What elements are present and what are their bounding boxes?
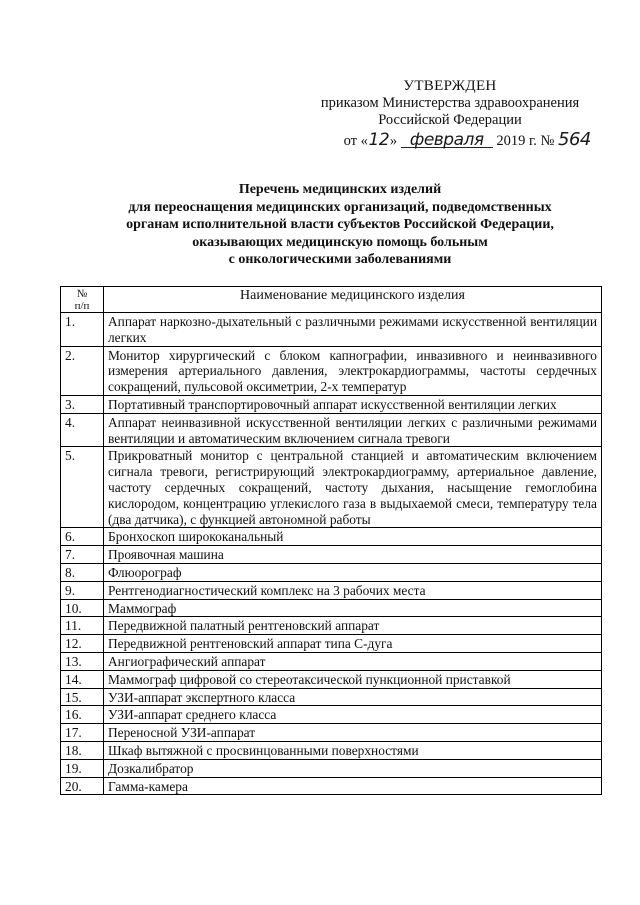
table-row [61,777,602,795]
approved-heading: УТВЕРЖДЕН [403,78,497,94]
row-number: 14. [61,670,104,688]
header-device-name: Наименование медицинского изделия [104,287,602,313]
row-number: 12. [61,635,104,653]
row-number: 3. [61,395,104,413]
table-row [61,581,602,599]
title-line-1: Перечень медицинских изделий [238,182,442,197]
approval-order-line: приказом Министерства здравоохранения [320,95,580,111]
row-number: 6. [61,528,104,546]
table-row [61,395,602,413]
title-line-2: для переоснащения медицинских организаций, подведомственных [128,199,552,215]
handwritten-day: 12 [368,130,390,150]
row-number: 5. [61,447,104,528]
table-row [61,413,602,447]
handwritten-month: февраля [401,133,493,148]
order-close-quote: » [389,133,398,149]
header-number [61,287,104,313]
row-number: 13. [61,652,104,670]
row-number: 18. [61,741,104,759]
row-number: 16. [61,706,104,724]
row-number: 15. [61,688,104,706]
table-row [61,635,602,653]
title-line-3: органам исполнительной власти субъектов Российской Федерации, [126,217,554,232]
table-row [61,313,602,347]
table-row [61,528,602,546]
row-device-name: Передвижной рентгеновский аппарат типа С-дуга [104,635,602,653]
table-header-row [61,287,602,313]
row-device-name: Передвижной палатный рентгеновский аппарат [104,617,602,635]
title-line-5: с онкологическими заболеваниями [228,252,452,267]
table-body [61,313,602,795]
row-device-name: Гамма-камера [104,777,602,795]
row-device-name: Монитор хирургический с блоком капнографии, инвазивного и неинвазивного измерения артериального давления, электрокардиограммы, частоты сердечных сокращений, пульсовой оксиметрии, 2-х температур [104,346,602,395]
approval-ministry-line: Российской Федерации [378,112,522,128]
row-device-name: Маммограф цифровой со стереотаксической пункционной приставкой [104,670,602,688]
row-number: 7. [61,546,104,564]
row-device-name: Рентгенодиагностический комплекс на 3 рабочих места [104,581,602,599]
approval-block [300,78,600,150]
title-line-4: оказывающих медицинскую помощь больным [192,234,488,250]
row-device-name: Маммограф [104,599,602,617]
row-number: 11. [61,617,104,635]
table-row [61,724,602,742]
table-row [61,447,602,528]
row-device-name: Переносной УЗИ-аппарат [104,724,602,742]
row-device-name: Бронхоскоп ширококанальный [104,528,602,546]
row-number: 20. [61,777,104,795]
order-date-line [300,131,600,150]
table-row [61,706,602,724]
row-device-name: Флюорограф [104,563,602,581]
table-row [61,741,602,759]
row-number: 10. [61,599,104,617]
table-row [61,670,602,688]
row-device-name: Ангиографический аппарат [104,652,602,670]
row-device-name: Аппарат наркозно-дыхательный с различными режимами искусственной вентиляции легких [104,313,602,347]
table-row [61,563,602,581]
row-number: 19. [61,759,104,777]
row-number: 2. [61,346,104,395]
row-number: 9. [61,581,104,599]
table-row [61,346,602,395]
header-number-abbrev: п/п [74,300,90,312]
row-number: 8. [61,563,104,581]
row-device-name: Проявочная машина [104,546,602,564]
handwritten-order-number: 564 [558,129,591,150]
medical-devices-table [60,286,602,795]
row-device-name: Аппарат неинвазивной искусственной вентиляции легких с различными режимами вентиляции и автоматическим включением сигнала тревоги [104,413,602,447]
row-number: 1. [61,313,104,347]
table-row [61,546,602,564]
order-from-label: от « [343,133,368,149]
row-device-name: УЗИ-аппарат экспертного класса [104,688,602,706]
row-device-name: Дозкалибратор [104,759,602,777]
table-row [61,688,602,706]
table-row [61,759,602,777]
table-row [61,599,602,617]
table-row [61,617,602,635]
row-number: 4. [61,413,104,447]
row-number: 17. [61,724,104,742]
row-device-name: Шкаф вытяжной с просвинцованными поверхностями [104,741,602,759]
order-year-label: 2019 г. № [496,133,555,149]
row-device-name: УЗИ-аппарат среднего класса [104,706,602,724]
table-row [61,652,602,670]
header-number-sign: № [76,288,88,300]
document-title [60,181,620,269]
row-device-name: Прикроватный монитор с центральной станцией и автоматическим включением сигнала тревоги, регистрирующий электрокардиограмму, артериальное давление, частоту сердечных сокращений, частоту дыхания, насыщение гемоглобина кислородом, концентрацию углекислого газа в выдыхаемой смеси, температуру тела (два датчика), с функцией автономной работы [104,447,602,528]
row-device-name: Портативный транспортировочный аппарат искусственной вентиляции легких [104,395,602,413]
